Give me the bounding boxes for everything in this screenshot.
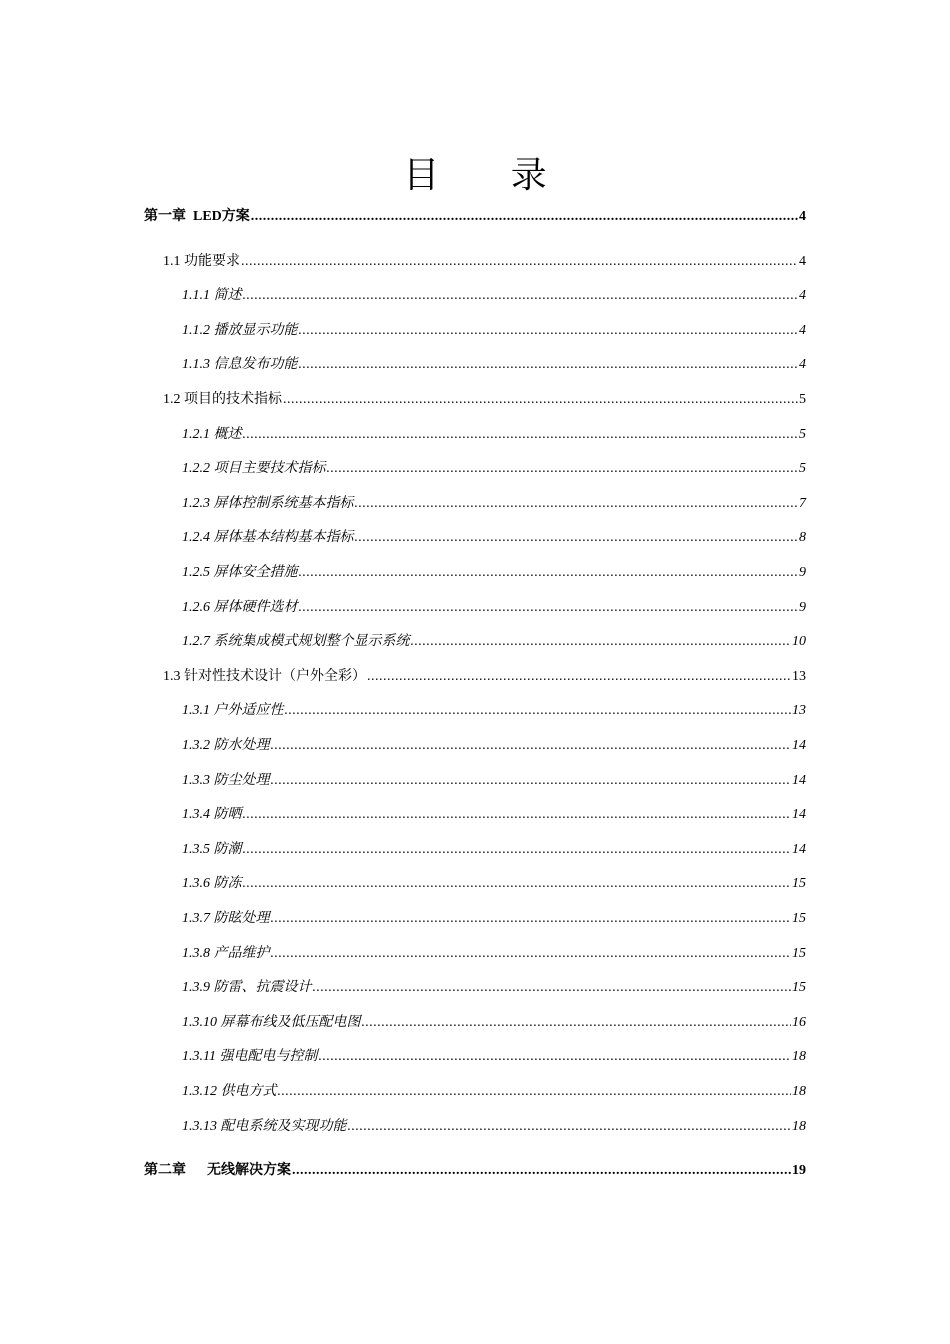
toc-page-number: 13 bbox=[792, 668, 806, 684]
toc-entry-label: 第二章 无线解决方案 bbox=[144, 1163, 291, 1179]
toc-page-number: 14 bbox=[792, 807, 806, 823]
toc-entry-label: 1.2.5 屏体安全措施 bbox=[182, 565, 298, 580]
toc-entry-label: 1.3 针对性技术设计（户外全彩） bbox=[163, 668, 366, 684]
toc-page-number: 15 bbox=[792, 980, 806, 996]
toc-dot-leader bbox=[411, 631, 792, 653]
toc-entry[interactable] bbox=[182, 597, 806, 619]
toc-entry[interactable] bbox=[182, 770, 806, 792]
toc-entry-label: 1.2.6 屏体硬件选材 bbox=[182, 599, 298, 615]
toc-entry-label: 1.3.13 配电系统及实现功能 bbox=[182, 1118, 347, 1134]
toc-dot-leader bbox=[243, 285, 799, 307]
toc-dot-leader bbox=[271, 943, 792, 965]
toc-entry[interactable] bbox=[182, 631, 806, 653]
toc-entry-label: 1.2.2 项目主要技术指标 bbox=[182, 461, 326, 477]
toc-entry-label: 1.2.4 屏体基本结构基本指标 bbox=[182, 530, 354, 546]
toc-entry[interactable] bbox=[182, 873, 806, 895]
toc-entry-label: 1.1.2 播放显示功能 bbox=[182, 322, 298, 338]
toc-dot-leader bbox=[243, 424, 799, 446]
toc-page-number: 10 bbox=[792, 634, 806, 650]
toc-entry[interactable] bbox=[182, 943, 806, 965]
toc-entry[interactable] bbox=[144, 206, 806, 228]
toc-page-number: 15 bbox=[792, 876, 806, 892]
toc-page-number: 13 bbox=[792, 703, 806, 719]
toc-entry[interactable] bbox=[163, 666, 806, 688]
toc-dot-leader bbox=[271, 908, 792, 930]
toc-dot-leader bbox=[313, 977, 792, 999]
toc-entry[interactable] bbox=[182, 424, 806, 446]
toc-dot-leader bbox=[271, 735, 792, 757]
toc-entry-label: 1.3.10 屏幕布线及低压配电图 bbox=[182, 1014, 361, 1030]
toc-entry[interactable] bbox=[182, 354, 806, 376]
toc-entry[interactable] bbox=[182, 839, 806, 861]
toc-dot-leader bbox=[299, 320, 799, 342]
toc-entry[interactable] bbox=[182, 1046, 806, 1068]
toc-dot-leader bbox=[271, 770, 792, 792]
toc-page-number: 4 bbox=[799, 357, 806, 373]
toc-dot-leader bbox=[243, 804, 792, 826]
toc-dot-leader bbox=[362, 1012, 792, 1034]
toc-dot-leader bbox=[299, 597, 799, 619]
toc-entry[interactable] bbox=[182, 735, 806, 757]
toc-entry[interactable] bbox=[182, 493, 806, 515]
toc-page-number: 5 bbox=[799, 426, 806, 442]
toc-page-number: 4 bbox=[799, 253, 806, 269]
toc-dot-leader bbox=[243, 873, 792, 895]
toc-entry-label: 1.2.7 系统集成模式规划整个显示系统 bbox=[182, 634, 410, 650]
toc-dot-leader bbox=[367, 666, 791, 688]
toc-page-number: 14 bbox=[792, 772, 806, 788]
toc-page-number: 15 bbox=[792, 911, 806, 926]
toc-entry-label: 1.3.8 产品维护 bbox=[182, 945, 270, 961]
toc-dot-leader bbox=[299, 562, 799, 584]
toc-entry-label: 1.2.1 概述 bbox=[182, 426, 242, 442]
toc-dot-leader bbox=[283, 389, 798, 411]
toc-page-number: 4 bbox=[799, 288, 806, 304]
toc-dot-leader bbox=[243, 839, 792, 861]
toc-entry[interactable] bbox=[182, 562, 806, 584]
toc-entry-label: 1.2.3 屏体控制系统基本指标 bbox=[182, 495, 354, 511]
toc-entry[interactable] bbox=[182, 458, 806, 480]
toc-page-number: 16 bbox=[792, 1014, 806, 1030]
toc-entry-label: 1.2 项目的技术指标 bbox=[163, 392, 282, 407]
toc-entry[interactable] bbox=[182, 1012, 806, 1034]
toc-entry-label: 1.3.2 防水处理 bbox=[182, 738, 270, 753]
toc-entry-label: 1.1 功能要求 bbox=[163, 253, 240, 269]
toc-entry[interactable] bbox=[182, 804, 806, 826]
toc-title: 目 录 bbox=[403, 155, 577, 197]
toc-page-number: 15 bbox=[792, 945, 806, 961]
toc-entry[interactable] bbox=[182, 977, 806, 999]
toc-entry[interactable] bbox=[182, 1116, 806, 1138]
toc-entry-label: 第一章 LED方案 bbox=[144, 209, 250, 224]
toc-page-number: 4 bbox=[799, 322, 806, 338]
toc-entry[interactable] bbox=[182, 285, 806, 307]
toc-entry[interactable] bbox=[163, 251, 806, 273]
toc-dot-leader bbox=[355, 527, 799, 549]
toc-entry[interactable] bbox=[163, 389, 806, 411]
toc-entry[interactable] bbox=[182, 320, 806, 342]
toc-page-number: 5 bbox=[799, 461, 806, 477]
toc-entry-label: 1.3.4 防晒 bbox=[182, 807, 242, 823]
toc-page-number: 4 bbox=[799, 209, 806, 224]
toc-entry[interactable] bbox=[182, 1081, 806, 1103]
toc-page-number: 9 bbox=[799, 599, 806, 615]
toc-entry-label: 1.3.5 防潮 bbox=[182, 841, 242, 857]
toc-dot-leader bbox=[278, 1081, 792, 1103]
toc-dot-leader bbox=[241, 251, 798, 273]
toc-dot-leader bbox=[251, 206, 798, 228]
toc-dot-leader bbox=[318, 1046, 791, 1068]
toc-page-number: 9 bbox=[799, 565, 806, 580]
toc-dot-leader bbox=[292, 1160, 791, 1182]
toc-entry[interactable] bbox=[182, 700, 806, 722]
toc-entry-label: 1.3.12 供电方式 bbox=[182, 1084, 277, 1099]
toc-entry-label: 1.3.1 户外适应性 bbox=[182, 703, 284, 719]
toc-entry-label: 1.3.11 强电配电与控制 bbox=[182, 1049, 318, 1065]
toc-page-number: 7 bbox=[799, 495, 806, 511]
toc-dot-leader bbox=[285, 700, 792, 722]
toc-entry-label: 1.3.6 防冻 bbox=[182, 876, 242, 892]
toc-entry[interactable] bbox=[182, 527, 806, 549]
toc-dot-leader bbox=[348, 1116, 792, 1138]
toc-entry[interactable] bbox=[144, 1160, 806, 1182]
toc-page-number: 14 bbox=[792, 841, 806, 857]
toc-entry-label: 1.1.3 信息发布功能 bbox=[182, 357, 298, 373]
toc-page-number: 8 bbox=[799, 530, 806, 546]
toc-page-number: 18 bbox=[792, 1118, 806, 1134]
toc-page-number: 18 bbox=[792, 1049, 806, 1065]
toc-page-number: 14 bbox=[792, 738, 806, 753]
toc-dot-leader bbox=[355, 493, 799, 515]
toc-page-number: 19 bbox=[792, 1163, 806, 1179]
toc-entry-label: 1.1.1 简述 bbox=[182, 288, 242, 304]
toc-dot-leader bbox=[299, 354, 799, 376]
toc-entry[interactable] bbox=[182, 908, 806, 930]
toc-entry-label: 1.3.7 防眩处理 bbox=[182, 911, 270, 926]
toc-entry-label: 1.3.3 防尘处理 bbox=[182, 772, 270, 788]
toc-entry-label: 1.3.9 防雷、抗震设计 bbox=[182, 980, 312, 996]
toc-page-number: 5 bbox=[799, 392, 806, 407]
toc-page-number: 18 bbox=[792, 1084, 806, 1099]
toc-dot-leader bbox=[327, 458, 799, 480]
